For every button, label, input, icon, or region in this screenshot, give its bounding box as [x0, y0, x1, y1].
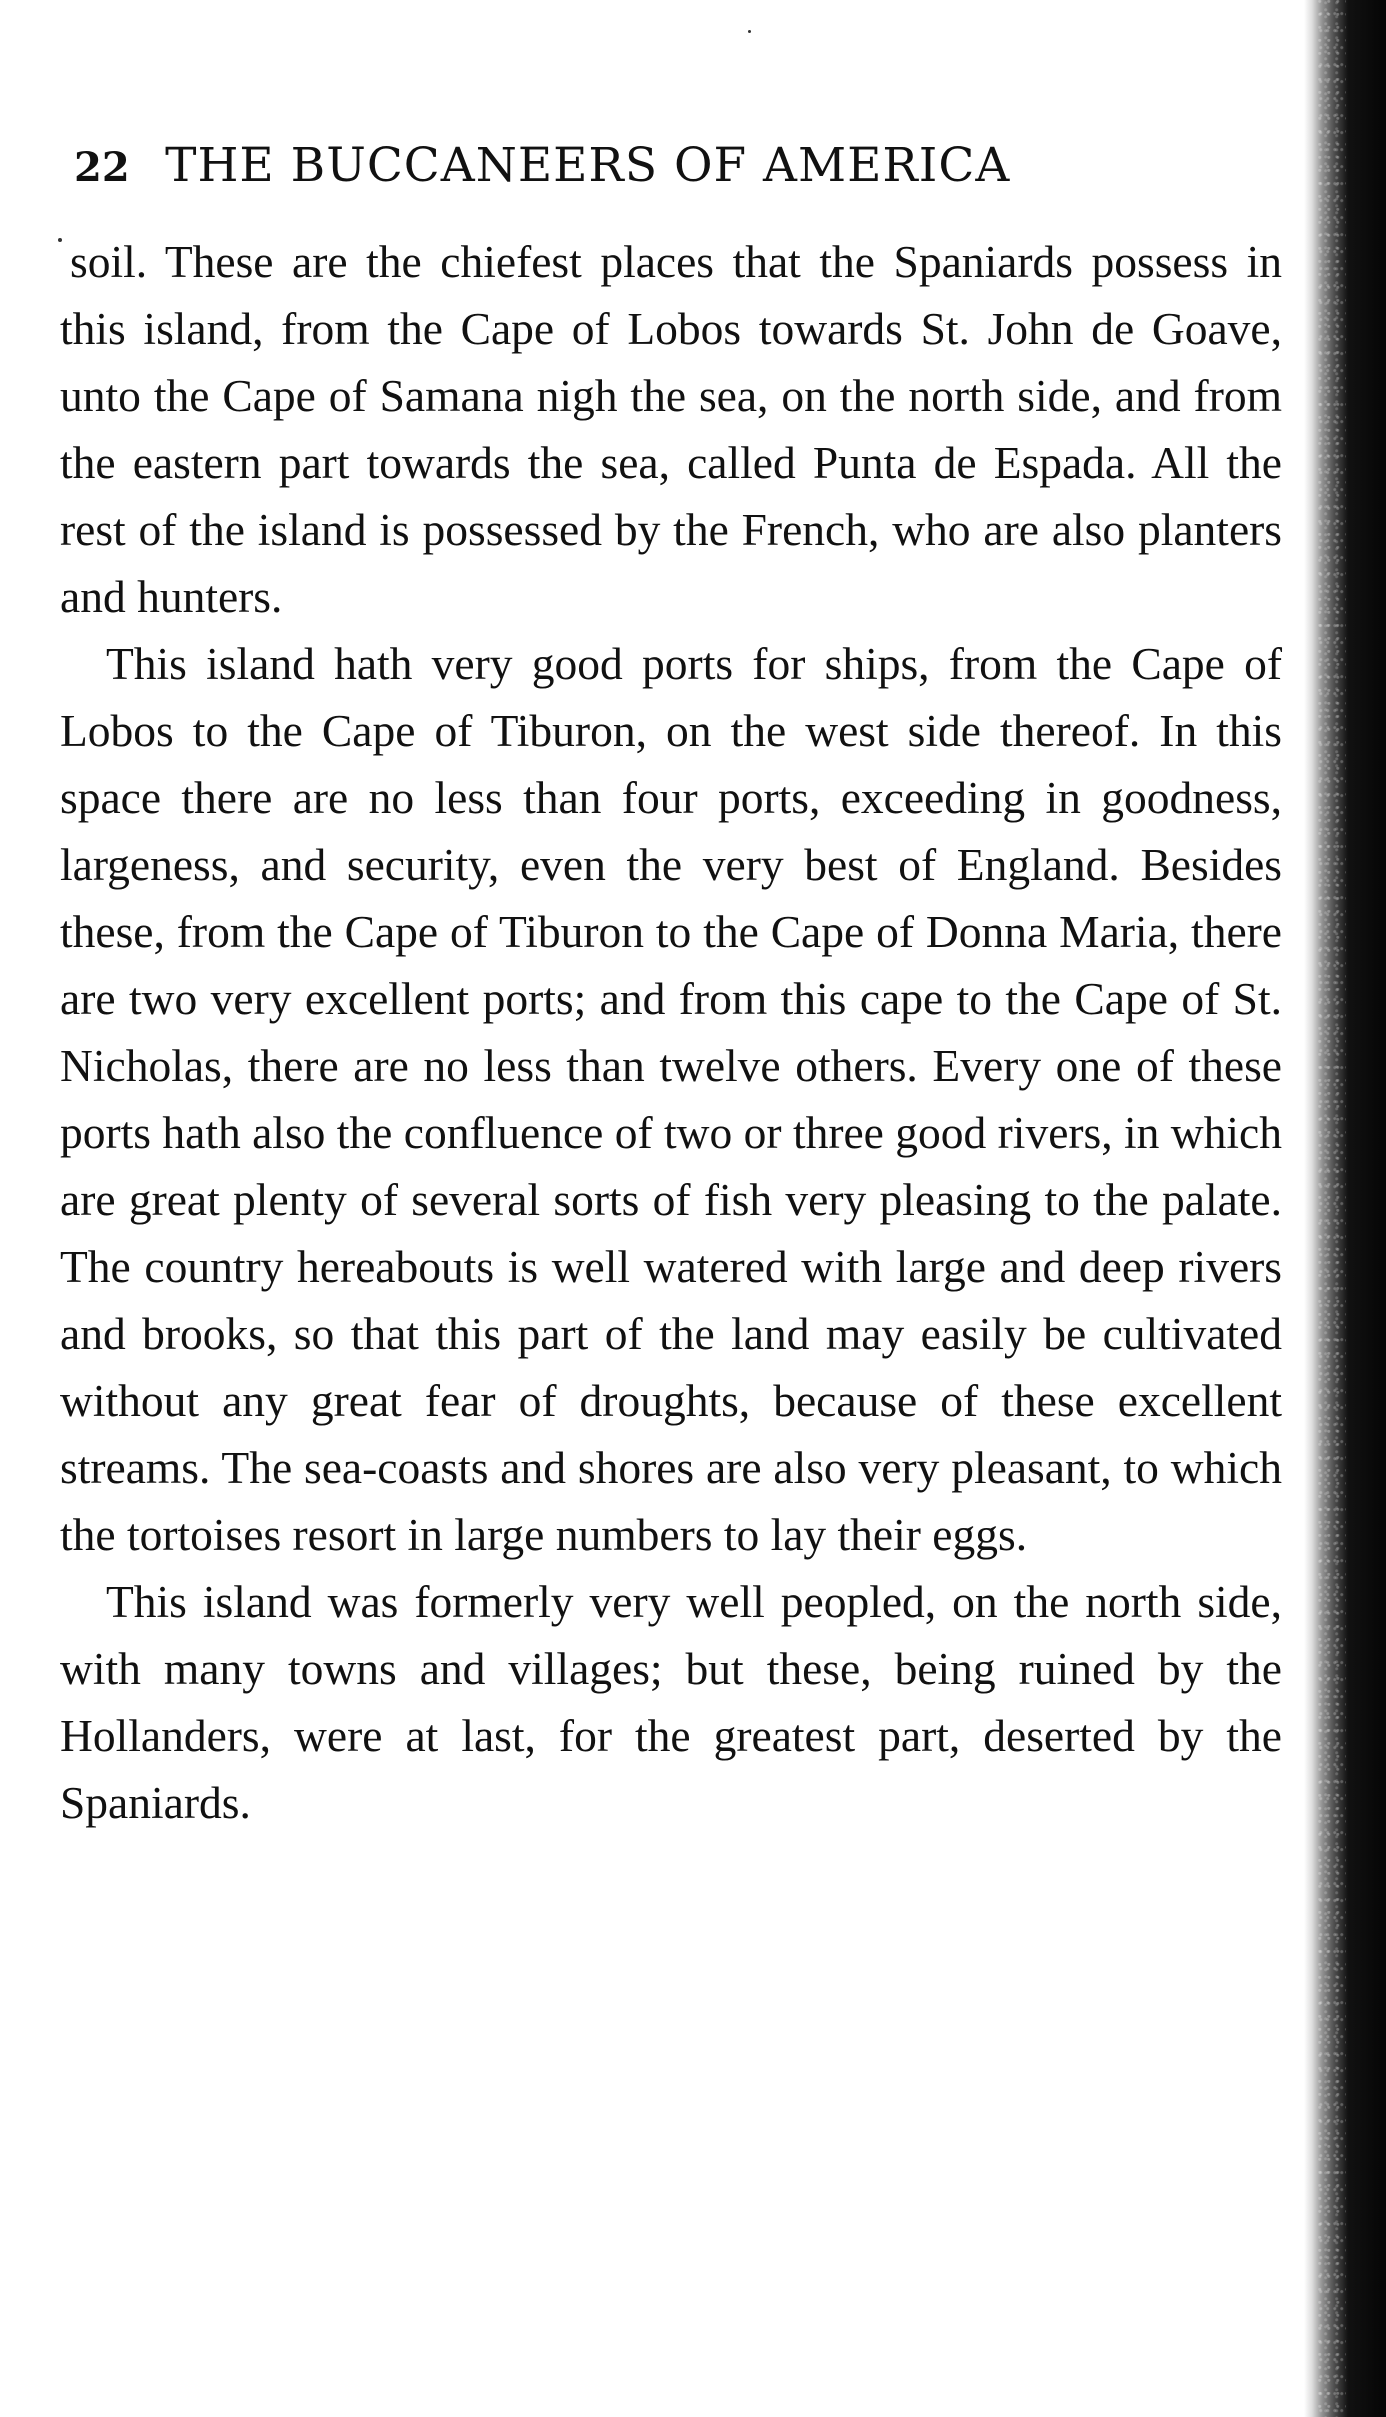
running-head: [74, 138, 1184, 208]
body-text: [60, 228, 1282, 1836]
page-number: 22: [74, 144, 130, 191]
paragraph-3: This island was formerly very well peopled, on the north side, with many towns and villages; but these, being ruined by the Hollanders, were at last, for the greatest part, deserted by the Spaniards.: [60, 1576, 1282, 1828]
ink-speck: [748, 30, 751, 33]
paragraph-2: This island hath very good ports for ships, from the Cape of Lobos to the Cape of Tiburon, on the west side thereof. In this space there are no less than four ports, exceeding in goodness, largeness, and security, even the very best of England. Besides these, from the Cape of Tiburon to the Cape of Donna Maria, there are two very excellent ports; and from this cape to the Cape of St. Nicholas, there are no less than twelve others. Every one of these ports hath also the confluence of two or three good rivers, in which are great plenty of several sorts of fish very pleasing to the palate. The country hereabouts is well watered with large and deep rivers and brooks, so that this part of the land may easily be cultivated without any great fear of droughts, because of these excellent streams. The sea-coasts and shores are also very pleasant, to which the tortoises resort in large numbers to lay their eggs.: [60, 638, 1282, 1560]
running-title: THE BUCCANEERS OF AMERICA: [165, 138, 1011, 193]
binding-edge-texture: [1318, 0, 1346, 2417]
paragraph-1: soil. These are the chiefest places that the Spaniards possess in this island, from the Cape of Lobos towards St. John de Goave, unto the Cape of Samana nigh the sea, on the north side, and from the eastern part towards the sea, called Punta de Espada. All the rest of the island is possessed by the French, who are also planters and hunters.: [60, 236, 1282, 622]
